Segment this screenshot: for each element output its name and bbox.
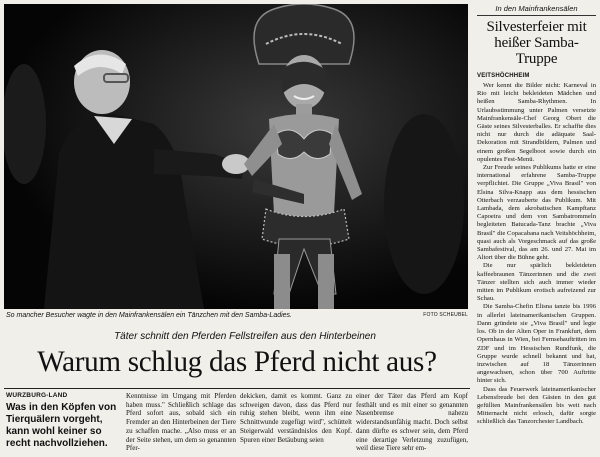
- body-column-2: dekicken, damit es kommt. Ganz zu schweigen davon, dass das Pferd nur ruhig stehen bleibt, wenn ihm eine Schnittwunde zugefügt wird", schüttelt Steigerwald verständnislos den Kopf. Spuren einer Betäubung seien: [240, 392, 352, 444]
- side-paragraph: Wer kennt die Bilder nicht: Karneval in Rio mit leicht bekleideten Mädchen und heißen Samba-Rhythmen. In Urlaubsstimmung unter Palmen versetzte Mainfrankensäle-Chef Georg Obert die Gäste seines Silvesterballes. Er schaffte dies nicht nur durch die adäquate Saal-Dekoration mit Strandbildern, Palmen und einem großen Segelboot sowie durch ein opulentes Fest-Menü.: [477, 82, 596, 163]
- body-column-1: Kenntnisse im Umgang mit Pferden haben muss." Schließlich schlage das Pferd sofort aus, sobald sich ein Fremder an den Hinterbeinen der Tiere zu schaffen mache. „Also muss er an der Seite stehen, um dem so genannten Pfer-: [126, 392, 236, 453]
- side-paragraph: Die Samba-Chefin Elisna tanzte bis 1996 in allerlei lateinamerikanischen Gruppen. Dann gründete sie „Viva Brasil" und legte los. Ob in der Alten Oper in Frankfurt, dem Opernhaus in Wien, bei Fernsehauftritten im ZDF und im Hessischen Rundfunk, die Gruppe wurde schnell bekannt und hat, inzwischen auf 18 Tänzerinnen angewachsen, schon über 700 Auftritte hinter sich.: [477, 303, 596, 385]
- photo-caption: So mancher Besucher wagte in den Mainfrankensälen ein Tänzchen mit den Samba-Ladies.: [6, 312, 292, 319]
- body-column-3: einer der Täter das Pferd am Kopf festhält und es mit einer so genannten Nasenbremse nahezu widerstandsunfähig macht. Doch selbst dann dürfte es schwer sein, dem Pferd eine derartige Verletzung zuzufügen, weil diese Tiere sehr em-: [356, 392, 468, 453]
- article-teaser: Was in den Köpfen von Tierquälern vorgeht, kann wohl keiner so recht nachvollziehen.: [6, 401, 117, 449]
- article-kicker: Täter schnitt den Pferden Fellstreifen aus den Hinterbeinen: [114, 331, 376, 342]
- side-headline: Silvesterfeier mit heißer Samba-Truppe: [486, 19, 587, 67]
- article-dateline: WÜRZBURG-LAND: [6, 392, 68, 399]
- side-paragraph: Zur Freude seines Publikums hatte er eine international erfahrene Samba-Truppe verpflichtet. Die Gruppe „Viva Brasil" von Elsina Silva-Knapp aus dem hessischen Otterbach verzauberte das Publikum. Mit Lambada, dem akrobatischen Kampftanz Capoeira und dem von Sambatrommeln begleiteten Batucada-Tanz brachte „Viva Brasil" die Copacabana nach Veitshöchheim, quasi auch als Vorgeschmack auf das große Sambafestival, das am 26. und 27. Mai im Altort über die Bühne geht.: [477, 164, 596, 262]
- lead-column: [6, 392, 121, 455]
- side-rubric: In den Mainfrankensälen: [477, 4, 596, 16]
- side-paragraph: Dass das Feuerwerk lateinamerikanischer Lebensfreude bei den Gästen in den gut gefüllten Mainfrankensälen bis weit nach Mitternacht nicht erlosch, dafür sorgte schließlich das Tanzorchester Landbach.: [477, 385, 596, 426]
- section-divider: [4, 388, 470, 389]
- news-photo: [4, 4, 468, 309]
- photo-credit: FOTO SCHEUBEL: [423, 312, 468, 318]
- side-article: [477, 4, 596, 455]
- side-paragraph: Die nur spärlich bekleideten kaffeebraunen Tänzerinnen und die zwei Tänzer stellten sich auch immer wieder mitten im Publikum erotisch aufreizend zur Schau.: [477, 262, 596, 303]
- side-body: [477, 82, 596, 427]
- samba-dance-photo: [4, 4, 468, 309]
- article-headline: Warum schlug das Pferd nicht aus?: [37, 345, 437, 378]
- side-dateline: VEITSHÖCHHEIM: [477, 73, 530, 79]
